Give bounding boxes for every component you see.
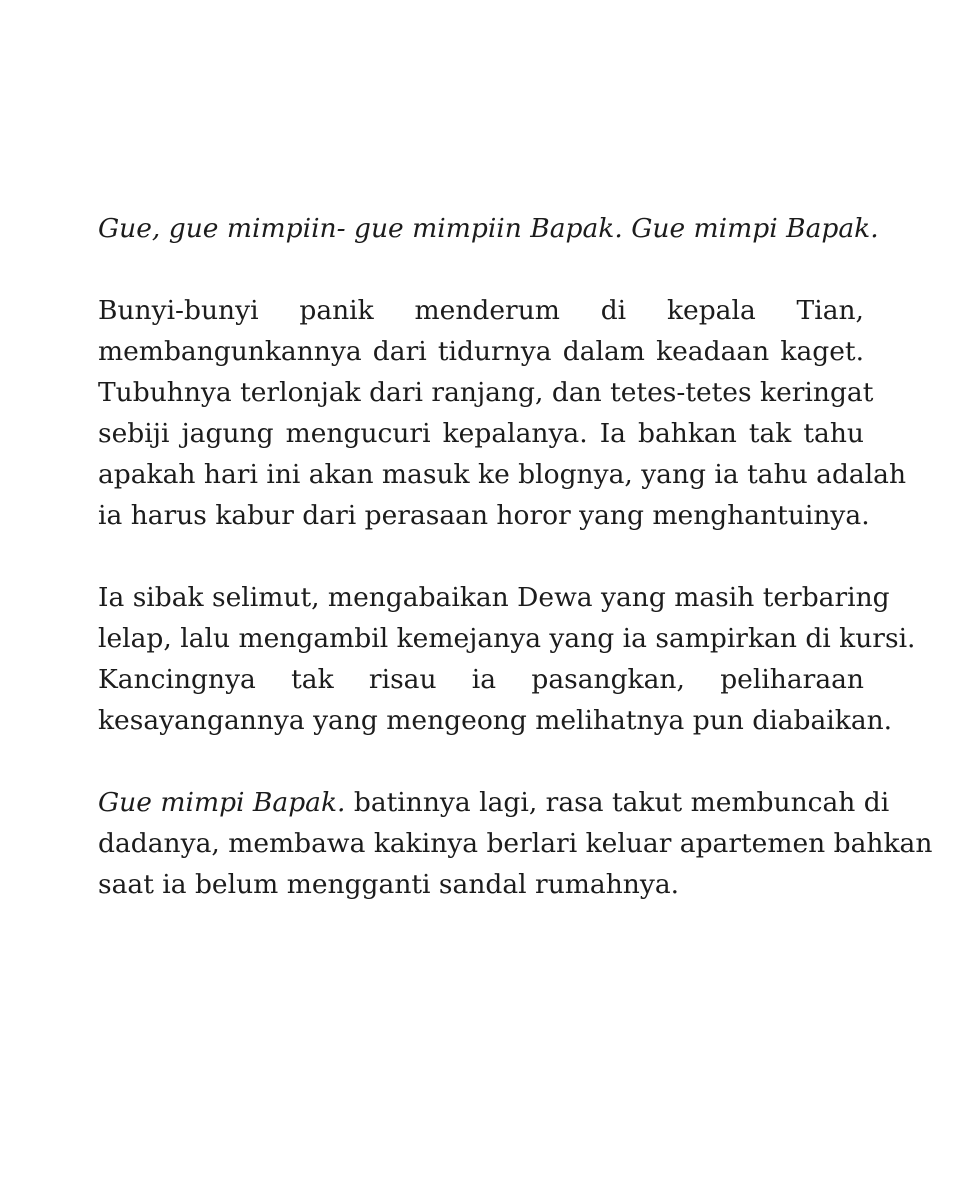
paragraph-4 bbox=[98, 782, 933, 905]
text-line: saat ia belum mengganti sandal rumahnya. bbox=[98, 869, 680, 900]
story-text bbox=[98, 208, 933, 946]
text-line-with-italic-lead bbox=[98, 782, 890, 823]
text-line-rest: batinnya lagi, rasa takut membuncah di bbox=[345, 787, 890, 818]
text-line: Gue, gue mimpiin- gue mimpiin Bapak. Gue mimpi Bapak. bbox=[98, 213, 879, 244]
text-line: dadanya, membawa kakinya berlari keluar apartemen bahkan bbox=[98, 828, 933, 859]
italic-thought: Gue mimpi Bapak. bbox=[98, 787, 346, 818]
text-line: Tubuhnya terlonjak dari ranjang, dan tetes-tetes keringat bbox=[98, 377, 874, 408]
paragraph-2 bbox=[98, 290, 907, 536]
text-line: apakah hari ini akan masuk ke blognya, yang ia tahu adalah bbox=[98, 459, 907, 490]
text-line: Kancingnya tak risau ia pasangkan, peliharaan bbox=[98, 664, 864, 695]
text-line: ia harus kabur dari perasaan horor yang menghantuinya. bbox=[98, 500, 870, 531]
text-line: sebiji jagung mengucuri kepalanya. Ia bahkan tak tahu bbox=[98, 418, 864, 449]
text-line: membangunkannya dari tidurnya dalam keadaan kaget. bbox=[98, 336, 864, 367]
paragraph-1-italic-thought bbox=[98, 208, 879, 249]
paragraph-3 bbox=[98, 577, 916, 741]
text-line: kesayangannya yang mengeong melihatnya pun diabaikan. bbox=[98, 705, 893, 736]
text-line: Ia sibak selimut, mengabaikan Dewa yang masih terbaring bbox=[98, 582, 890, 613]
text-line: Bunyi-bunyi panik menderum di kepala Tian, bbox=[98, 295, 864, 326]
text-line: lelap, lalu mengambil kemejanya yang ia sampirkan di kursi. bbox=[98, 623, 916, 654]
